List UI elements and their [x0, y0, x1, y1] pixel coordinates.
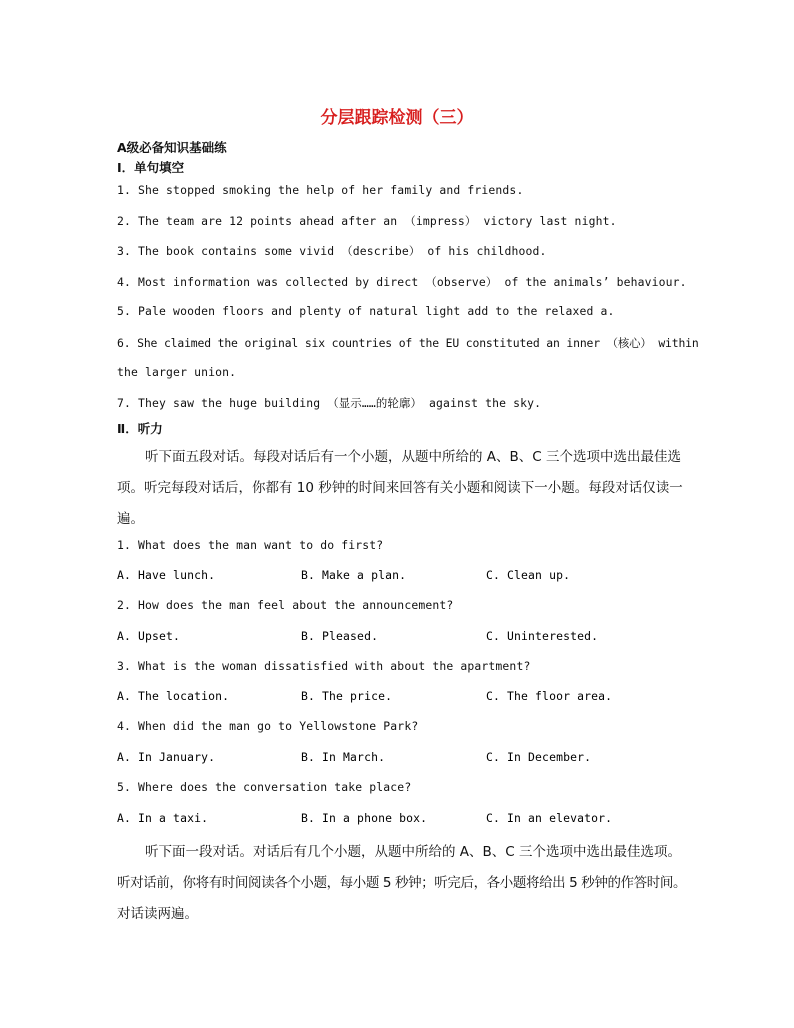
fill-item-5: 5. Pale wooden floors and plenty of natural light add to the relaxed a.	[117, 304, 615, 318]
question-3-option-a: A. The location.	[117, 689, 230, 703]
question-4: 4. When did the man go to Yellowstone Park?	[117, 719, 419, 733]
fill-item-2: 2. The team are 12 points ahead after an （impress） victory last night.	[117, 214, 617, 228]
question-5-option-c: C. In an elevator.	[486, 811, 613, 825]
question-1-option-a: A. Have lunch.	[117, 568, 216, 582]
section-2-heading: Ⅱ．听力	[117, 421, 163, 436]
question-5: 5. Where does the conversation take place?	[117, 780, 412, 794]
question-5-option-a: A. In a taxi.	[117, 811, 209, 825]
question-4-option-a: A. In January.	[117, 750, 216, 764]
listening-intro-line-3: 遍。	[117, 511, 144, 527]
question-1: 1. What does the man want to do first?	[117, 538, 384, 552]
dialogue-intro-line-1: 听下面一段对话。对话后有几个小题，从题中所给的 A、B、C 三个选项中选出最佳选项。	[145, 844, 682, 860]
fill-item-7: 7. They saw the huge building （显示……的轮廓） against the sky.	[117, 396, 542, 410]
fill-item-4: 4. Most information was collected by direct （observe） of the animals’ behaviour.	[117, 275, 687, 289]
question-3: 3. What is the woman dissatisfied with about the apartment?	[117, 659, 531, 673]
question-3-option-c: C. The floor area.	[486, 689, 613, 703]
question-3-option-b: B. The price.	[301, 689, 393, 703]
fill-item-6: 6. She claimed the original six countries of the EU constituted an inner （核心） within	[117, 336, 699, 350]
question-5-option-b: B. In a phone box.	[301, 811, 428, 825]
section-1-heading: Ⅰ．单句填空	[117, 160, 185, 175]
fill-item-1: 1. She stopped smoking the help of her family and friends.	[117, 183, 524, 197]
question-2-option-b: B. Pleased.	[301, 629, 379, 643]
page-title: 分层跟踪检测（三）	[320, 108, 474, 128]
question-4-option-c: C. In December.	[486, 750, 592, 764]
dialogue-intro-line-2: 听对话前，你将有时间阅读各个小题，每小题 5 秒钟；听完后，各小题将给出 5 秒钟的作答时间。	[117, 875, 687, 891]
question-1-option-c: C. Clean up.	[486, 568, 571, 582]
fill-item-3: 3. The book contains some vivid （describe） of his childhood.	[117, 244, 547, 258]
question-1-option-b: B. Make a plan.	[301, 568, 407, 582]
fill-item-6-continued: the larger union.	[117, 365, 237, 379]
level-a-heading: A级必备知识基础练	[117, 140, 227, 155]
question-4-option-b: B. In March.	[301, 750, 386, 764]
dialogue-intro-line-3: 对话读两遍。	[117, 906, 198, 922]
question-2-option-a: A. Upset.	[117, 629, 181, 643]
listening-intro-line-1: 听下面五段对话。每段对话后有一个小题，从题中所给的 A、B、C 三个选项中选出最佳选	[145, 449, 682, 465]
question-2-option-c: C. Uninterested.	[486, 629, 599, 643]
listening-intro-line-2: 项。听完每段对话后，你都有 10 秒钟的时间来回答有关小题和阅读下一小题。每段对话仅读一	[117, 480, 683, 496]
question-2: 2. How does the man feel about the announcement?	[117, 598, 454, 612]
